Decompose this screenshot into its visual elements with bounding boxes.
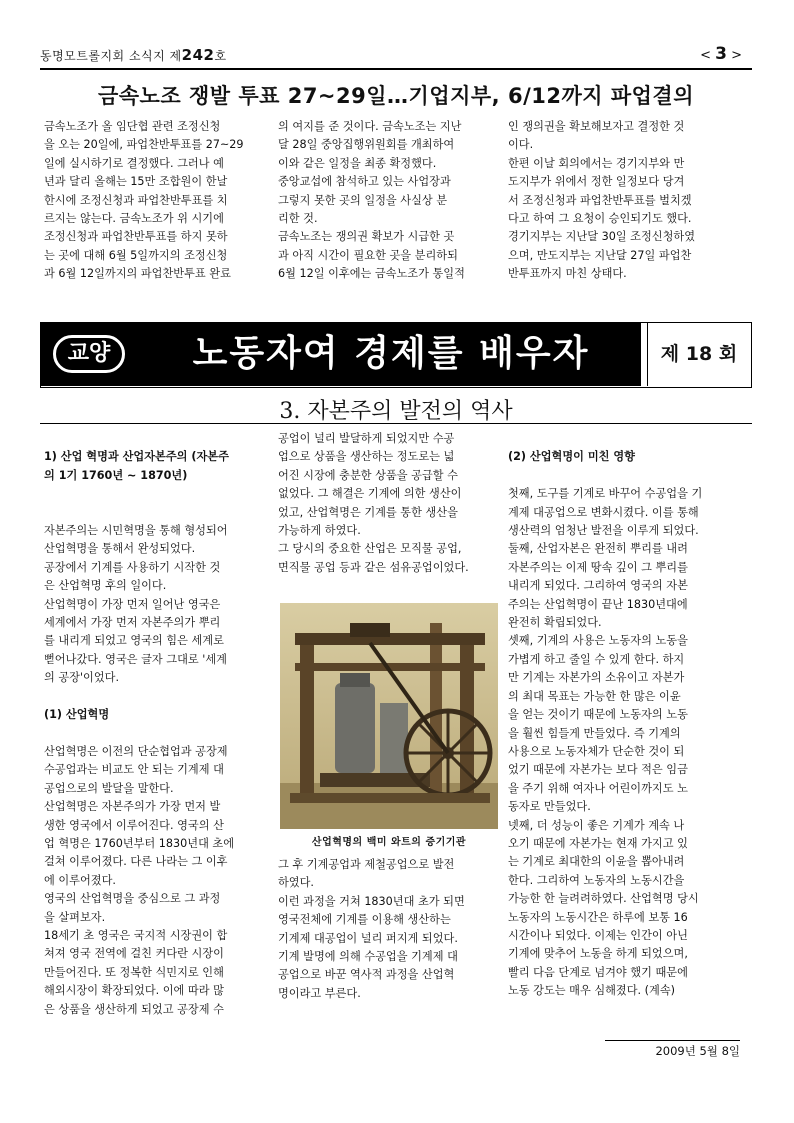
study-column-2-bottom: 그 후 기계공업과 제철공업으로 발전 하였다. 이런 과정을 거쳐 1830년대 초가 되면 영국전체에 기계를 이용해 생산하는 기계제 대공업이 널리 퍼지게 되었다. 기계 발명에 의해 수공업을 기계제 대 공업으로 바꾼 역사적 과정을 산업혁 명이라고 부른다.	[278, 858, 465, 1000]
study-column-1	[44, 430, 269, 1020]
photo-caption: 산업혁명의 백미 와트의 증기기관	[311, 837, 467, 848]
page-header	[40, 40, 752, 70]
subtitle-divider	[40, 423, 752, 424]
paragraph: 자본주의는 시민혁명을 통해 형성되어 산업혁명을 통해서 완성되었다. 공장에서 기계를 사용하기 시작한 것 은 산업혁명 후의 일이다. 산업혁명이 가장 먼저 일어난 영국은 세계에서 가장 먼저 자본주의가 뿌리 를 내리게 되었고 영국의 힘은 세계로 뻗어나갔다. 영국은 글자 그대로 '세계 의 공장'이었다.	[44, 524, 228, 685]
study-column-3	[508, 430, 736, 1020]
publication-name: 동명모트롤지회 소식지 제242호	[40, 46, 227, 64]
episode-number: 제 18 회	[647, 323, 750, 386]
article-column-2: 의 여지를 준 것이다. 금속노조는 지난 달 28일 중앙집행위원회를 개최하여 이와 같은 일정을 최종 확정했다. 중앙교섭에 참석하고 있는 사업장과 그렇지 못한 곳의 일정을 사실상 분 리한 것. 금속노조는 쟁의권 확보가 시급한 곳 과 아직 시간이 필요한 곳을 분리하되 6월 12일 이후에는 금속노조가 통일적	[278, 120, 465, 281]
page-number: < 3 >	[700, 44, 742, 64]
steam-engine-illustration	[280, 603, 498, 829]
section-heading: 1) 산업 혁명과 산업자본주의 (자본주 의 1기 1760년 ~ 1870년)	[44, 450, 229, 482]
article-column-1: 금속노조가 올 임단협 관련 조정신청 을 오는 20일에, 파업찬반투표를 27~29 일에 실시하기로 결정했다. 그러나 예 년과 달리 올해는 15만 조합원이 한날 한시에 조정신청과 파업찬반투표를 치 르지는 않는다. 금속노조가 위 시기에 조정신청과 파업찬반투표를 하지 못하 는 곳에 대해 6월 5일까지의 조정신청 과 6월 12일까지의 파업찬반투표 완료	[44, 120, 244, 281]
paragraph: 첫째, 도구를 기계로 바꾸어 수공업을 기 계제 대공업으로 변화시켰다. 이를 통해 생산력의 엄청난 발전을 이루게 되었다. 둘째, 산업자본은 완전히 뿌리를 내려 자본주의는 이제 땅속 깊이 그 뿌리를 내리게 되었다. 그리하여 영국의 자본 주의는 산업혁명이 끝난 1830년대에 완전히 확립되었다. 셋째, 기계의 사용은 노동자의 노동을 가볍게 하고 줄일 수 있게 한다. 하지 만 기계는 자본가의 소유이고 자본가 의 최대 목표는 가능한 한 많은 이윤 을 얻는 것이기 때문에 노동자의 노동 을 훨씬 힘들게 만들었다. 즉 기계의 사용으로 노동자체가 단순한 것이 되 었기 때문에 자본가는 보다 적은 임금 을 주기 위해 여자나 어린이까지도 노 동자로 만들었다. 넷째, 더 성능이 좋은 기계가 계속 나 오기 때문에 자본가는 현재 가지고 있 는 기계로 최대한의 이윤을 뽑아내려 한다. 그리하여 노동자의 노동시간을 가능한 한 늘려려하였다. 산업혁명 당시 노동자의 노동시간은 하루에 보통 16 시간이나 되었다. 이제는 인간이 아닌 기계에 맞추어 노동을 하게 되었으며, 빨리 다음 단계로 넘겨야 했기 때문에 노동 강도는 매우 심해졌다. (계속)	[508, 487, 703, 998]
section-heading: (1) 산업혁명	[44, 708, 110, 722]
series-badge: 교양	[53, 335, 125, 373]
section-subtitle: 3. 자본주의 발전의 역사	[279, 399, 513, 424]
study-column-2-top: 공업이 널리 발달하게 되었지만 수공 업으로 상품을 생산하는 정도로는 넓 어진 시장에 충분한 상품을 공급할 수 없었다. 그 해결은 기계에 의한 생산이 었고, 산업혁명은 기계를 통한 생산을 가능하게 하였다. 그 당시의 중요한 산업은 모직물 공업, 면직물 공업 등과 같은 섬유공업이었다.	[278, 432, 469, 574]
issue-number: 242	[181, 46, 215, 64]
series-banner	[40, 322, 752, 388]
series-title: 노동자여 경제를 배우자	[192, 333, 590, 374]
steam-engine-photo	[280, 603, 498, 829]
paragraph: 산업혁명은 이전의 단순협업과 공장제 수공업과는 비교도 안 되는 기계제 대 공업으로의 발달을 말한다. 산업혁명은 자본주의가 가장 먼저 발 생한 영국에서 이루어진다. 영국의 산 업 혁명은 1760년부터 1830년대 초에 걸쳐 이루어졌다. 다른 나라는 그 이후 에 이루어졌다. 영국의 산업혁명을 중심으로 그 과정 을 살펴보자. 18세기 초 영국은 국지적 시장권이 합 쳐져 영국 전역에 걸친 커다란 시장이 만들어진다. 또 정복한 식민지로 인해 해외시장이 확장되었다. 이에 따라 많 은 상품을 생산하게 되었고 공장제 수	[44, 744, 235, 1016]
banner-title-block	[41, 323, 641, 386]
article-column-3: 인 쟁의권을 확보해보자고 결정한 것 이다. 한편 이날 회의에서는 경기지부와 만 도지부가 위에서 정한 일정보다 당겨 서 조정신청과 파업찬반투표를 벌치겠 다고 하여 그 요청이 승인되기도 했다. 경기지부는 지난달 30일 조정신청하였 으며, 만도지부는 지난달 27일 파업찬 반투표까지 마친 상태다.	[508, 120, 696, 281]
publication-date: 2009년 5월 8일	[605, 1040, 740, 1059]
headline: 금속노조 쟁발 투표 27~29일…기업지부, 6/12까지 파업결의	[97, 84, 694, 108]
section-heading: (2) 산업혁명이 미친 영향	[508, 450, 635, 464]
